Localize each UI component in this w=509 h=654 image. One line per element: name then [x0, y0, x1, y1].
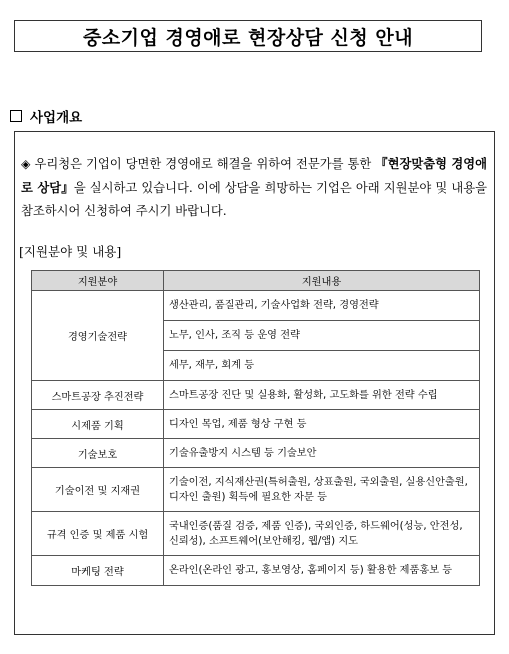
row-category: 스마트공장 추진전략 — [32, 381, 164, 410]
row-content: 기술이전, 지식재산권(특허출원, 상표출원, 국외출원, 실용신안출원, 디자인 출원) 획득에 필요한 자문 등 — [164, 468, 480, 512]
checkbox-square-icon — [10, 110, 22, 122]
intro-lead: ◈ 우리청은 기업이 당면한 경영애로 해결을 위하여 전문가를 통한 — [21, 157, 376, 171]
row-content: 노무, 인사, 조직 등 운영 전략 — [164, 321, 480, 351]
row-category: 마케팅 전략 — [32, 556, 164, 586]
table-row — [32, 291, 480, 321]
section-heading — [10, 106, 82, 126]
page-title — [14, 20, 482, 52]
table-row — [32, 381, 480, 410]
row-category: 기술보호 — [32, 439, 164, 468]
header-field: 지원분야 — [32, 271, 164, 291]
section-heading-label: 사업개요 — [30, 110, 83, 126]
table-row — [32, 410, 480, 439]
row-content: 온라인(온라인 광고, 홍보영상, 홈페이지 등) 활용한 제품홍보 등 — [164, 556, 480, 586]
support-subheading: [지원분야 및 내용] — [19, 244, 122, 259]
intro-tail: 을 실시하고 있습니다. 이에 상담을 희망하는 기업은 아래 지원분야 및 내용을 참조하시어 신청하여 주시기 바랍니다. — [21, 180, 487, 218]
header-content: 지원내용 — [164, 271, 480, 291]
row-content: 디자인 목업, 제품 형상 구현 등 — [164, 410, 480, 439]
table-header-row — [32, 271, 480, 291]
overview-box — [14, 131, 495, 635]
intro-program-name: 『현장맞춤형 경영애로 상담』 — [21, 157, 487, 195]
row-content: 세무, 재무, 회계 등 — [164, 351, 480, 381]
table-row — [32, 439, 480, 468]
table-row — [32, 468, 480, 512]
table-row — [32, 556, 480, 586]
row-category: 기술이전 및 지재권 — [32, 468, 164, 512]
row-content: 스마트공장 진단 및 실용화, 활성화, 고도화를 위한 전략 수립 — [164, 381, 480, 410]
row-category: 시제품 기획 — [32, 410, 164, 439]
row-category: 규격 인증 및 제품 시험 — [32, 512, 164, 556]
row-content: 생산관리, 품질관리, 기술사업화 전략, 경영전략 — [164, 291, 480, 321]
table-row — [32, 512, 480, 556]
row-content: 국내인증(품질 검증, 제품 인증), 국외인증, 하드웨어(성능, 안전성, 신뢰성), 소프트웨어(보안해킹, 웹/앱) 지도 — [164, 512, 480, 556]
row-category: 경영기술전략 — [32, 291, 164, 381]
page-title-text: 중소기업 경영애로 현장상담 신청 안내 — [82, 26, 414, 49]
support-table — [31, 270, 480, 586]
row-content: 기술유출방지 시스템 등 기술보안 — [164, 439, 480, 468]
intro-paragraph — [21, 153, 487, 224]
